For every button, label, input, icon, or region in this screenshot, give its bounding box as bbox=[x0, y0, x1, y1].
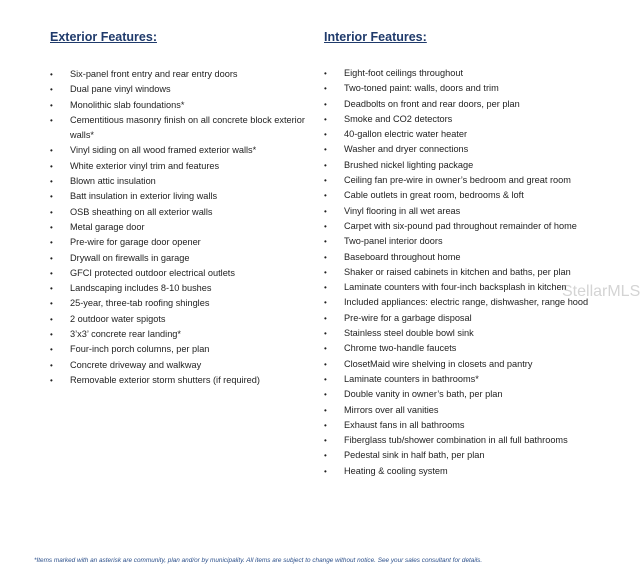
bullet-icon: • bbox=[324, 252, 327, 262]
bullet-icon: • bbox=[324, 344, 327, 354]
bullet-icon: • bbox=[324, 84, 327, 94]
feature-text: Two-toned paint: walls, doors and trim bbox=[344, 83, 499, 94]
feature-item bbox=[324, 234, 624, 249]
feature-text: Washer and dryer connections bbox=[344, 144, 469, 155]
feature-item bbox=[50, 312, 305, 327]
feature-text: Cementitious masonry finish on all concrete block exterior walls* bbox=[70, 114, 305, 141]
feature-text: Blown attic insulation bbox=[70, 176, 156, 187]
bullet-icon: • bbox=[50, 161, 53, 171]
watermark: StellarMLS bbox=[562, 283, 640, 300]
bullet-icon: • bbox=[324, 466, 327, 476]
feature-item bbox=[50, 281, 305, 296]
bullet-icon: • bbox=[50, 360, 53, 370]
feature-item bbox=[324, 66, 624, 81]
feature-text: Chrome two-handle faucets bbox=[344, 343, 457, 354]
bullet-icon: • bbox=[50, 115, 53, 125]
feature-text: ClosetMaid wire shelving in closets and pantry bbox=[344, 358, 533, 369]
feature-text: Fiberglass tub/shower combination in all full bathrooms bbox=[344, 435, 568, 446]
bullet-icon: • bbox=[50, 268, 53, 278]
bullet-icon: • bbox=[324, 420, 327, 430]
feature-text: Removable exterior storm shutters (if required) bbox=[70, 374, 260, 385]
feature-text: 3’x3’ concrete rear landing* bbox=[70, 329, 181, 340]
feature-item bbox=[50, 113, 305, 144]
bullet-icon: • bbox=[324, 436, 327, 446]
bullet-icon: • bbox=[50, 222, 53, 232]
feature-item bbox=[50, 296, 305, 311]
feature-text: Baseboard throughout home bbox=[344, 251, 461, 262]
feature-text: Deadbolts on front and rear doors, per plan bbox=[344, 98, 520, 109]
feature-item bbox=[324, 265, 624, 280]
feature-item bbox=[50, 67, 305, 82]
feature-text: Laminate counters with four-inch backsplash in kitchen bbox=[344, 282, 567, 293]
exterior-features-list bbox=[50, 67, 305, 388]
bullet-icon: • bbox=[324, 329, 327, 339]
bullet-icon: • bbox=[50, 100, 53, 110]
feature-text: Monolithic slab foundations* bbox=[70, 99, 185, 110]
feature-text: Exhaust fans in all bathrooms bbox=[344, 419, 465, 430]
feature-text: Eight-foot ceilings throughout bbox=[344, 68, 464, 78]
feature-item bbox=[50, 205, 305, 220]
feature-item bbox=[50, 342, 305, 357]
bullet-icon: • bbox=[50, 85, 53, 95]
feature-item bbox=[324, 433, 624, 448]
feature-text: Smoke and CO2 detectors bbox=[344, 113, 453, 124]
bullet-icon: • bbox=[324, 130, 327, 140]
feature-item bbox=[324, 387, 624, 402]
feature-text: Landscaping includes 8-10 bushes bbox=[70, 283, 212, 294]
feature-text: Vinyl siding on all wood framed exterior walls* bbox=[70, 145, 257, 156]
feature-text: Pre-wire for garage door opener bbox=[70, 237, 201, 248]
feature-item bbox=[324, 403, 624, 418]
bullet-icon: • bbox=[324, 206, 327, 216]
feature-item bbox=[50, 143, 305, 158]
feature-text: Carpet with six-pound pad throughout remainder of home bbox=[344, 220, 577, 231]
bullet-icon: • bbox=[324, 390, 327, 400]
feature-item bbox=[50, 235, 305, 250]
feature-text: Drywall on firewalls in garage bbox=[70, 252, 190, 263]
feature-text: Laminate counters in bathrooms* bbox=[344, 373, 479, 384]
bullet-icon: • bbox=[50, 238, 53, 248]
feature-text: Ceiling fan pre-wire in owner’s bedroom and great room bbox=[344, 175, 571, 186]
feature-item bbox=[50, 358, 305, 373]
feature-text: Six-panel front entry and rear entry doors bbox=[70, 69, 238, 79]
bullet-icon: • bbox=[50, 375, 53, 385]
feature-item bbox=[324, 81, 624, 96]
bullet-icon: • bbox=[324, 451, 327, 461]
feature-item bbox=[324, 127, 624, 142]
feature-text: 2 outdoor water spigots bbox=[70, 313, 166, 324]
feature-text: Concrete driveway and walkway bbox=[70, 359, 202, 370]
bullet-icon: • bbox=[50, 284, 53, 294]
feature-item bbox=[324, 173, 624, 188]
feature-item bbox=[324, 112, 624, 127]
interior-features-heading: Interior Features: bbox=[324, 30, 427, 44]
feature-text: Four-inch porch columns, per plan bbox=[70, 344, 210, 355]
bullet-icon: • bbox=[324, 69, 327, 78]
bullet-icon: • bbox=[50, 299, 53, 309]
feature-item bbox=[324, 372, 624, 387]
feature-item bbox=[50, 189, 305, 204]
feature-item bbox=[50, 373, 305, 388]
bullet-icon: • bbox=[324, 221, 327, 231]
feature-item bbox=[324, 204, 624, 219]
bullet-icon: • bbox=[50, 70, 53, 79]
feature-text: White exterior vinyl trim and features bbox=[70, 160, 220, 171]
feature-text: Stainless steel double bowl sink bbox=[344, 328, 474, 339]
bullet-icon: • bbox=[324, 160, 327, 170]
feature-item bbox=[50, 327, 305, 342]
bullet-icon: • bbox=[50, 345, 53, 355]
feature-item bbox=[50, 98, 305, 113]
feature-item bbox=[324, 219, 624, 234]
bullet-icon: • bbox=[324, 267, 327, 277]
bullet-icon: • bbox=[324, 298, 327, 308]
footnote: *Items marked with an asterisk are community, plan and/or by municipality. All items are subject to change without notice. See your sales consultant for details. bbox=[34, 557, 483, 564]
bullet-icon: • bbox=[324, 191, 327, 201]
feature-item bbox=[324, 326, 624, 341]
interior-features-list bbox=[324, 66, 624, 479]
feature-item bbox=[324, 418, 624, 433]
feature-text: Included appliances: electric range, dishwasher, range hood bbox=[344, 297, 589, 308]
feature-item bbox=[50, 220, 305, 235]
feature-item bbox=[324, 311, 624, 326]
bullet-icon: • bbox=[50, 330, 53, 340]
feature-text: Metal garage door bbox=[70, 221, 145, 232]
feature-item bbox=[324, 448, 624, 463]
feature-item bbox=[50, 174, 305, 189]
bullet-icon: • bbox=[324, 114, 327, 124]
bullet-icon: • bbox=[324, 99, 327, 109]
feature-text: Cable outlets in great room, bedrooms & loft bbox=[344, 190, 524, 201]
bullet-icon: • bbox=[324, 359, 327, 369]
feature-item bbox=[324, 188, 624, 203]
feature-text: Brushed nickel lighting package bbox=[344, 159, 474, 170]
feature-text: Double vanity in owner’s bath, per plan bbox=[344, 389, 503, 400]
bullet-icon: • bbox=[50, 207, 53, 217]
feature-text: 25-year, three-tab roofing shingles bbox=[70, 298, 210, 309]
feature-item bbox=[324, 464, 624, 479]
bullet-icon: • bbox=[324, 176, 327, 186]
exterior-features-heading: Exterior Features: bbox=[50, 30, 157, 44]
bullet-icon: • bbox=[50, 146, 53, 156]
feature-text: Pedestal sink in half bath, per plan bbox=[344, 450, 485, 461]
bullet-icon: • bbox=[324, 374, 327, 384]
bullet-icon: • bbox=[50, 314, 53, 324]
feature-text: OSB sheathing on all exterior walls bbox=[70, 206, 213, 217]
bullet-icon: • bbox=[50, 177, 53, 187]
bullet-icon: • bbox=[324, 237, 327, 247]
feature-text: 40-gallon electric water heater bbox=[344, 129, 468, 140]
feature-item bbox=[50, 159, 305, 174]
feature-item bbox=[324, 142, 624, 157]
feature-text: Dual pane vinyl windows bbox=[70, 84, 171, 95]
bullet-icon: • bbox=[324, 145, 327, 155]
feature-text: Shaker or raised cabinets in kitchen and baths, per plan bbox=[344, 266, 571, 277]
bullet-icon: • bbox=[50, 253, 53, 263]
feature-item bbox=[324, 341, 624, 356]
feature-item bbox=[50, 82, 305, 97]
feature-item bbox=[50, 251, 305, 266]
bullet-icon: • bbox=[50, 192, 53, 202]
bullet-icon: • bbox=[324, 283, 327, 293]
feature-item bbox=[324, 250, 624, 265]
feature-item bbox=[50, 266, 305, 281]
feature-text: Heating & cooling system bbox=[344, 465, 448, 476]
feature-text: Two-panel interior doors bbox=[344, 236, 443, 247]
feature-text: Vinyl flooring in all wet areas bbox=[344, 205, 461, 216]
feature-text: Mirrors over all vanities bbox=[344, 404, 439, 415]
bullet-icon: • bbox=[324, 313, 327, 323]
feature-item bbox=[324, 158, 624, 173]
feature-item bbox=[324, 357, 624, 372]
feature-text: GFCI protected outdoor electrical outlets bbox=[70, 267, 235, 278]
feature-text: Batt insulation in exterior living walls bbox=[70, 191, 218, 202]
feature-item bbox=[324, 97, 624, 112]
feature-text: Pre-wire for a garbage disposal bbox=[344, 312, 472, 323]
bullet-icon: • bbox=[324, 405, 327, 415]
